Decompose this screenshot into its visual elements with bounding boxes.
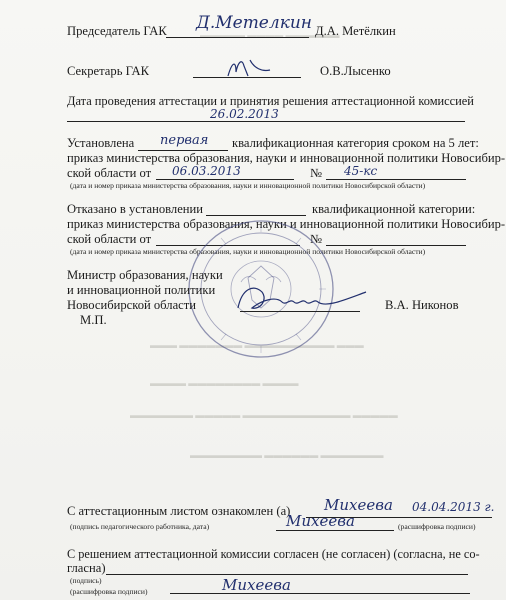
minister-line2: и инновационной политики: [67, 283, 216, 297]
acquainted-hw-name2: Михеева: [286, 512, 355, 530]
refused-number-sign: №: [310, 232, 323, 246]
refused-note: (дата и номер приказа министерства образования, науки и инновационной политики Новосибирской области): [70, 247, 426, 256]
attestation-date-underline: [67, 121, 465, 122]
refused-line3-start: ской области от: [67, 232, 152, 246]
agreement-line2-underline: [106, 574, 468, 575]
bleed-through-2: ▬▬▬ ▬▬▬▬▬▬▬ ▬▬▬▬▬▬▬▬▬▬ ▬▬▬: [150, 340, 364, 350]
refused-number-underline: [326, 245, 466, 246]
acquainted-hw-name: Михеева: [324, 496, 393, 514]
established-line1-end: квалификационная категория сроком на 5 лет:: [232, 136, 479, 150]
order-number-underline: [326, 179, 466, 180]
minister-line3: Новосибирской области: [67, 298, 196, 312]
secretary-name: О.В.Лысенко: [320, 64, 391, 78]
established-line2: приказ министерства образования, науки и инновационной политики Новосибир-: [67, 151, 506, 165]
acquainted-note-right: (расшифровка подписи): [398, 522, 476, 531]
refused-line1-end: квалификационной категории:: [312, 202, 476, 216]
refused-category-underline: [206, 215, 306, 216]
chairman-underline: [166, 37, 309, 38]
established-line3-start: ской области от: [67, 166, 152, 180]
established-note: (дата и номер приказа министерства образования, науки и инновационной политики Новосибирской области): [70, 181, 426, 190]
bleed-through-5: ▬▬▬▬▬▬▬▬ ▬▬▬▬▬▬ ▬▬▬▬▬▬▬: [190, 450, 384, 460]
acquainted-name-underline: [276, 530, 394, 531]
seal-place-label: М.П.: [80, 313, 107, 327]
bleed-through-4: ▬▬▬▬▬▬▬ ▬▬▬▬▬ ▬▬▬▬▬▬▬▬▬▬▬▬ ▬▬▬▬▬: [130, 410, 398, 420]
attestation-date-label: Дата проведения аттестации и принятия решения аттестационной комиссией: [67, 94, 474, 108]
minister-name: В.А. Никонов: [385, 298, 459, 312]
established-line1-start: Установлена: [67, 136, 135, 150]
acquainted-text: С аттестационным листом ознакомлен (а): [67, 504, 291, 518]
order-date-value: 06.03.2013: [172, 164, 241, 178]
order-date-underline: [156, 179, 294, 180]
refused-line2: приказ министерства образования, науки и инновационной политики Новосибир-: [67, 217, 506, 231]
agreement-note-sign: (подпись): [70, 576, 102, 585]
agreement-decode-underline: [170, 593, 470, 594]
refused-line1-start: Отказано в установлении: [67, 202, 204, 216]
agreement-note-decode: (расшифровка подписи): [70, 587, 148, 596]
agreement-line1: С решением аттестационной комиссии согласен (не согласен) (согласна, не со-: [67, 547, 480, 561]
acquainted-hw-date: 04.04.2013 г.: [412, 500, 495, 514]
chairman-label: Председатель ГАК: [67, 24, 167, 38]
order-number-sign: №: [310, 166, 323, 180]
category-value: первая: [160, 133, 209, 148]
minister-signature: [232, 278, 372, 318]
chairman-name: Д.А. Метёлкин: [315, 24, 396, 38]
bleed-through-1: ▬▬▬▬▬ ▬▬▬▬ ▬▬▬▬▬▬: [200, 30, 340, 40]
secretary-signature: [222, 56, 272, 80]
agreement-hw-name: Михеева: [222, 576, 291, 594]
attestation-date-value: 26.02.2013: [210, 107, 279, 121]
minister-line1: Министр образования, науки: [67, 268, 223, 282]
secretary-label: Секретарь ГАК: [67, 64, 149, 78]
agreement-line2: гласна): [67, 561, 106, 575]
order-number-value: 45-кс: [344, 164, 378, 178]
acquainted-note-left: (подпись педагогического работника, дата): [70, 522, 210, 531]
bleed-through-3: ▬▬▬▬ ▬▬▬▬▬▬▬▬ ▬▬▬▬: [150, 378, 299, 388]
chairman-signature: Д.Метелкин: [196, 13, 312, 33]
